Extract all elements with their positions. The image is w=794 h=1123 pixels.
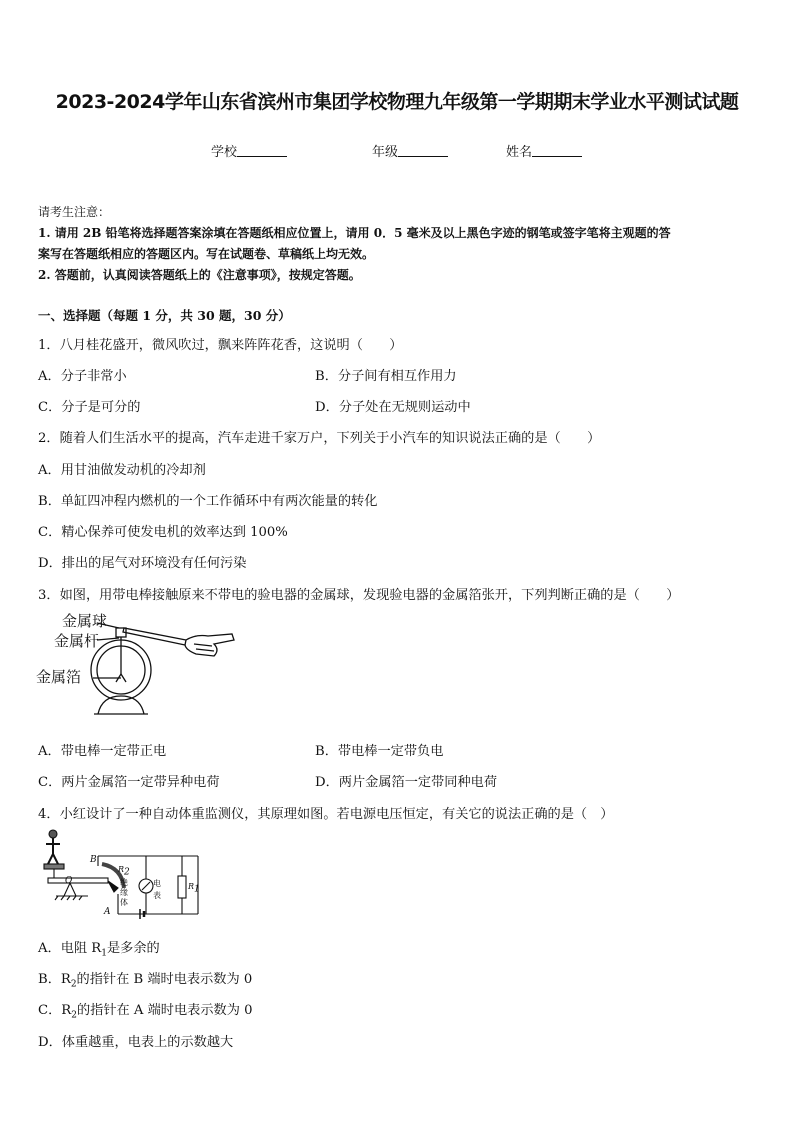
metal-ball-label: 金属球: [62, 612, 108, 630]
label-meter: 电表: [153, 879, 161, 900]
metal-foil-label: 金属箔: [36, 668, 82, 686]
notice-item1-line2: 案写在答题纸相应的答题区内。写在试题卷、草稿纸上均无效。: [38, 247, 375, 261]
q1-option-a: A．分子非常小: [38, 369, 127, 384]
q3-option-b: B．带电棒一定带负电: [315, 744, 444, 759]
q4-option-c-suffix: 的指针在 A 端时电表示数为 0: [76, 1003, 253, 1018]
question-3-stem: 3．如图，用带电棒接触原来不带电的验电器的金属球，发现验电器的金属箔张开，下列判断正确的是（ ）: [38, 588, 680, 603]
grade-field: [372, 141, 448, 160]
name-label: 姓名: [506, 145, 533, 160]
hand-fingers: [194, 644, 214, 651]
scale-platform: [44, 864, 64, 869]
lever-arm: [48, 878, 108, 883]
grade-label: 年级: [372, 145, 399, 160]
label-r1-sub: 1: [194, 884, 200, 895]
q4-option-a-prefix: A．电阻 R: [38, 941, 102, 956]
exam-title: 2023-2024学年山东省滨州市集团学校物理九年级第一学期期末学业水平测试试题: [55, 91, 739, 113]
q3-option-a: A．带电棒一定带正电: [38, 744, 167, 759]
question-4-stem: 4．小红设计了一种自动体重监测仪，其原理如图。若电源电压恒定，有关它的说法正确的是（ ）: [38, 807, 614, 822]
q4-option-b-prefix: B．R: [38, 972, 71, 987]
slider-pointer: [108, 881, 118, 892]
electroscope-drawing: [36, 610, 246, 722]
q4-option-b-sub: 2: [70, 979, 77, 990]
label-r2-sub: 2: [124, 867, 130, 878]
q1-option-b: B．分子间有相互作用力: [315, 369, 457, 384]
q4-option-b-suffix: 的指针在 B 端时电表示数为 0: [76, 972, 253, 987]
q4-option-c: [38, 999, 253, 1021]
hand: [185, 634, 234, 656]
question-1-stem: 1．八月桂花盛开，微风吹过，飘来阵阵花香，这说明（ ）: [38, 338, 403, 353]
q4-option-d: [38, 1031, 233, 1050]
name-blank: [532, 143, 582, 157]
person-body: [46, 838, 60, 864]
q3-option-c: C．两片金属箔一定带异种电荷: [38, 775, 220, 790]
q4-option-c-sub: 2: [71, 1010, 77, 1021]
q2-option-b: B．单缸四冲程内燃机的一个工作循环中有两次能量的转化: [38, 494, 378, 509]
label-insulator: 绝缘体: [120, 878, 128, 907]
section-heading: 一、选择题（每题 1 分，共 30 题，30 分）: [38, 308, 291, 323]
ground-hatch: [55, 896, 82, 900]
q4-option-a-sub: 1: [101, 948, 107, 959]
q4-option-a: [38, 937, 160, 959]
notice-heading: 请考生注意：: [38, 205, 111, 219]
electroscope-stand: [98, 696, 144, 714]
meter-needle: [142, 882, 150, 890]
label-r2: [118, 865, 130, 878]
person-head: [49, 830, 57, 838]
ball-pointer-line: [97, 623, 119, 628]
rod-pointer-line: [97, 638, 119, 640]
resistor-r1: [178, 876, 186, 898]
q2-option-d: D．排出的尾气对环境没有任何污染: [38, 556, 247, 571]
label-o: O: [65, 876, 73, 886]
name-field: [506, 141, 582, 160]
label-a: A: [104, 907, 111, 917]
q2-option-a: A．用甘油做发动机的冷却剂: [38, 463, 206, 478]
q4-option-a-suffix: 是多余的: [106, 941, 160, 956]
grade-blank: [398, 143, 448, 157]
question-2-stem: 2．随着人们生活水平的提高，汽车走进千家万户，下列关于小汽车的知识说法正确的是（ ）: [38, 431, 601, 446]
q1-option-d: D．分子处在无规则运动中: [315, 400, 471, 415]
q4-option-c-prefix: C．R: [38, 1003, 72, 1018]
q4-option-d-text: D．体重越重，电表上的示数越大: [38, 1035, 234, 1050]
notice-item2: 2. 答题前，认真阅读答题纸上的《注意事项》，按规定答题。: [38, 268, 361, 282]
metal-rod-label: 金属杆: [54, 632, 100, 650]
school-label: 学校: [211, 145, 238, 160]
school-blank: [237, 143, 287, 157]
label-r2-letter: R: [118, 865, 125, 874]
q1-option-c: C．分子是可分的: [38, 400, 141, 415]
q2-option-c: C．精心保养可使发电机的效率达到 100%: [38, 525, 288, 540]
label-r1: [188, 882, 200, 895]
q4-option-b: [38, 968, 252, 990]
notice-item1-line1: 1. 请用 2B 铅笔将选择题答案涂填在答题纸相应位置上，请用 0．5 毫米及以上黑色字迹的钢笔或签字笔将主观题的答: [38, 226, 671, 240]
label-r1-letter: R: [188, 882, 195, 891]
q3-option-d: D．两片金属箔一定带同种电荷: [315, 775, 498, 790]
school-field: [211, 141, 287, 160]
weight-monitor-figure: [38, 826, 213, 921]
electroscope-figure: [36, 610, 246, 722]
label-b: B: [90, 855, 97, 865]
